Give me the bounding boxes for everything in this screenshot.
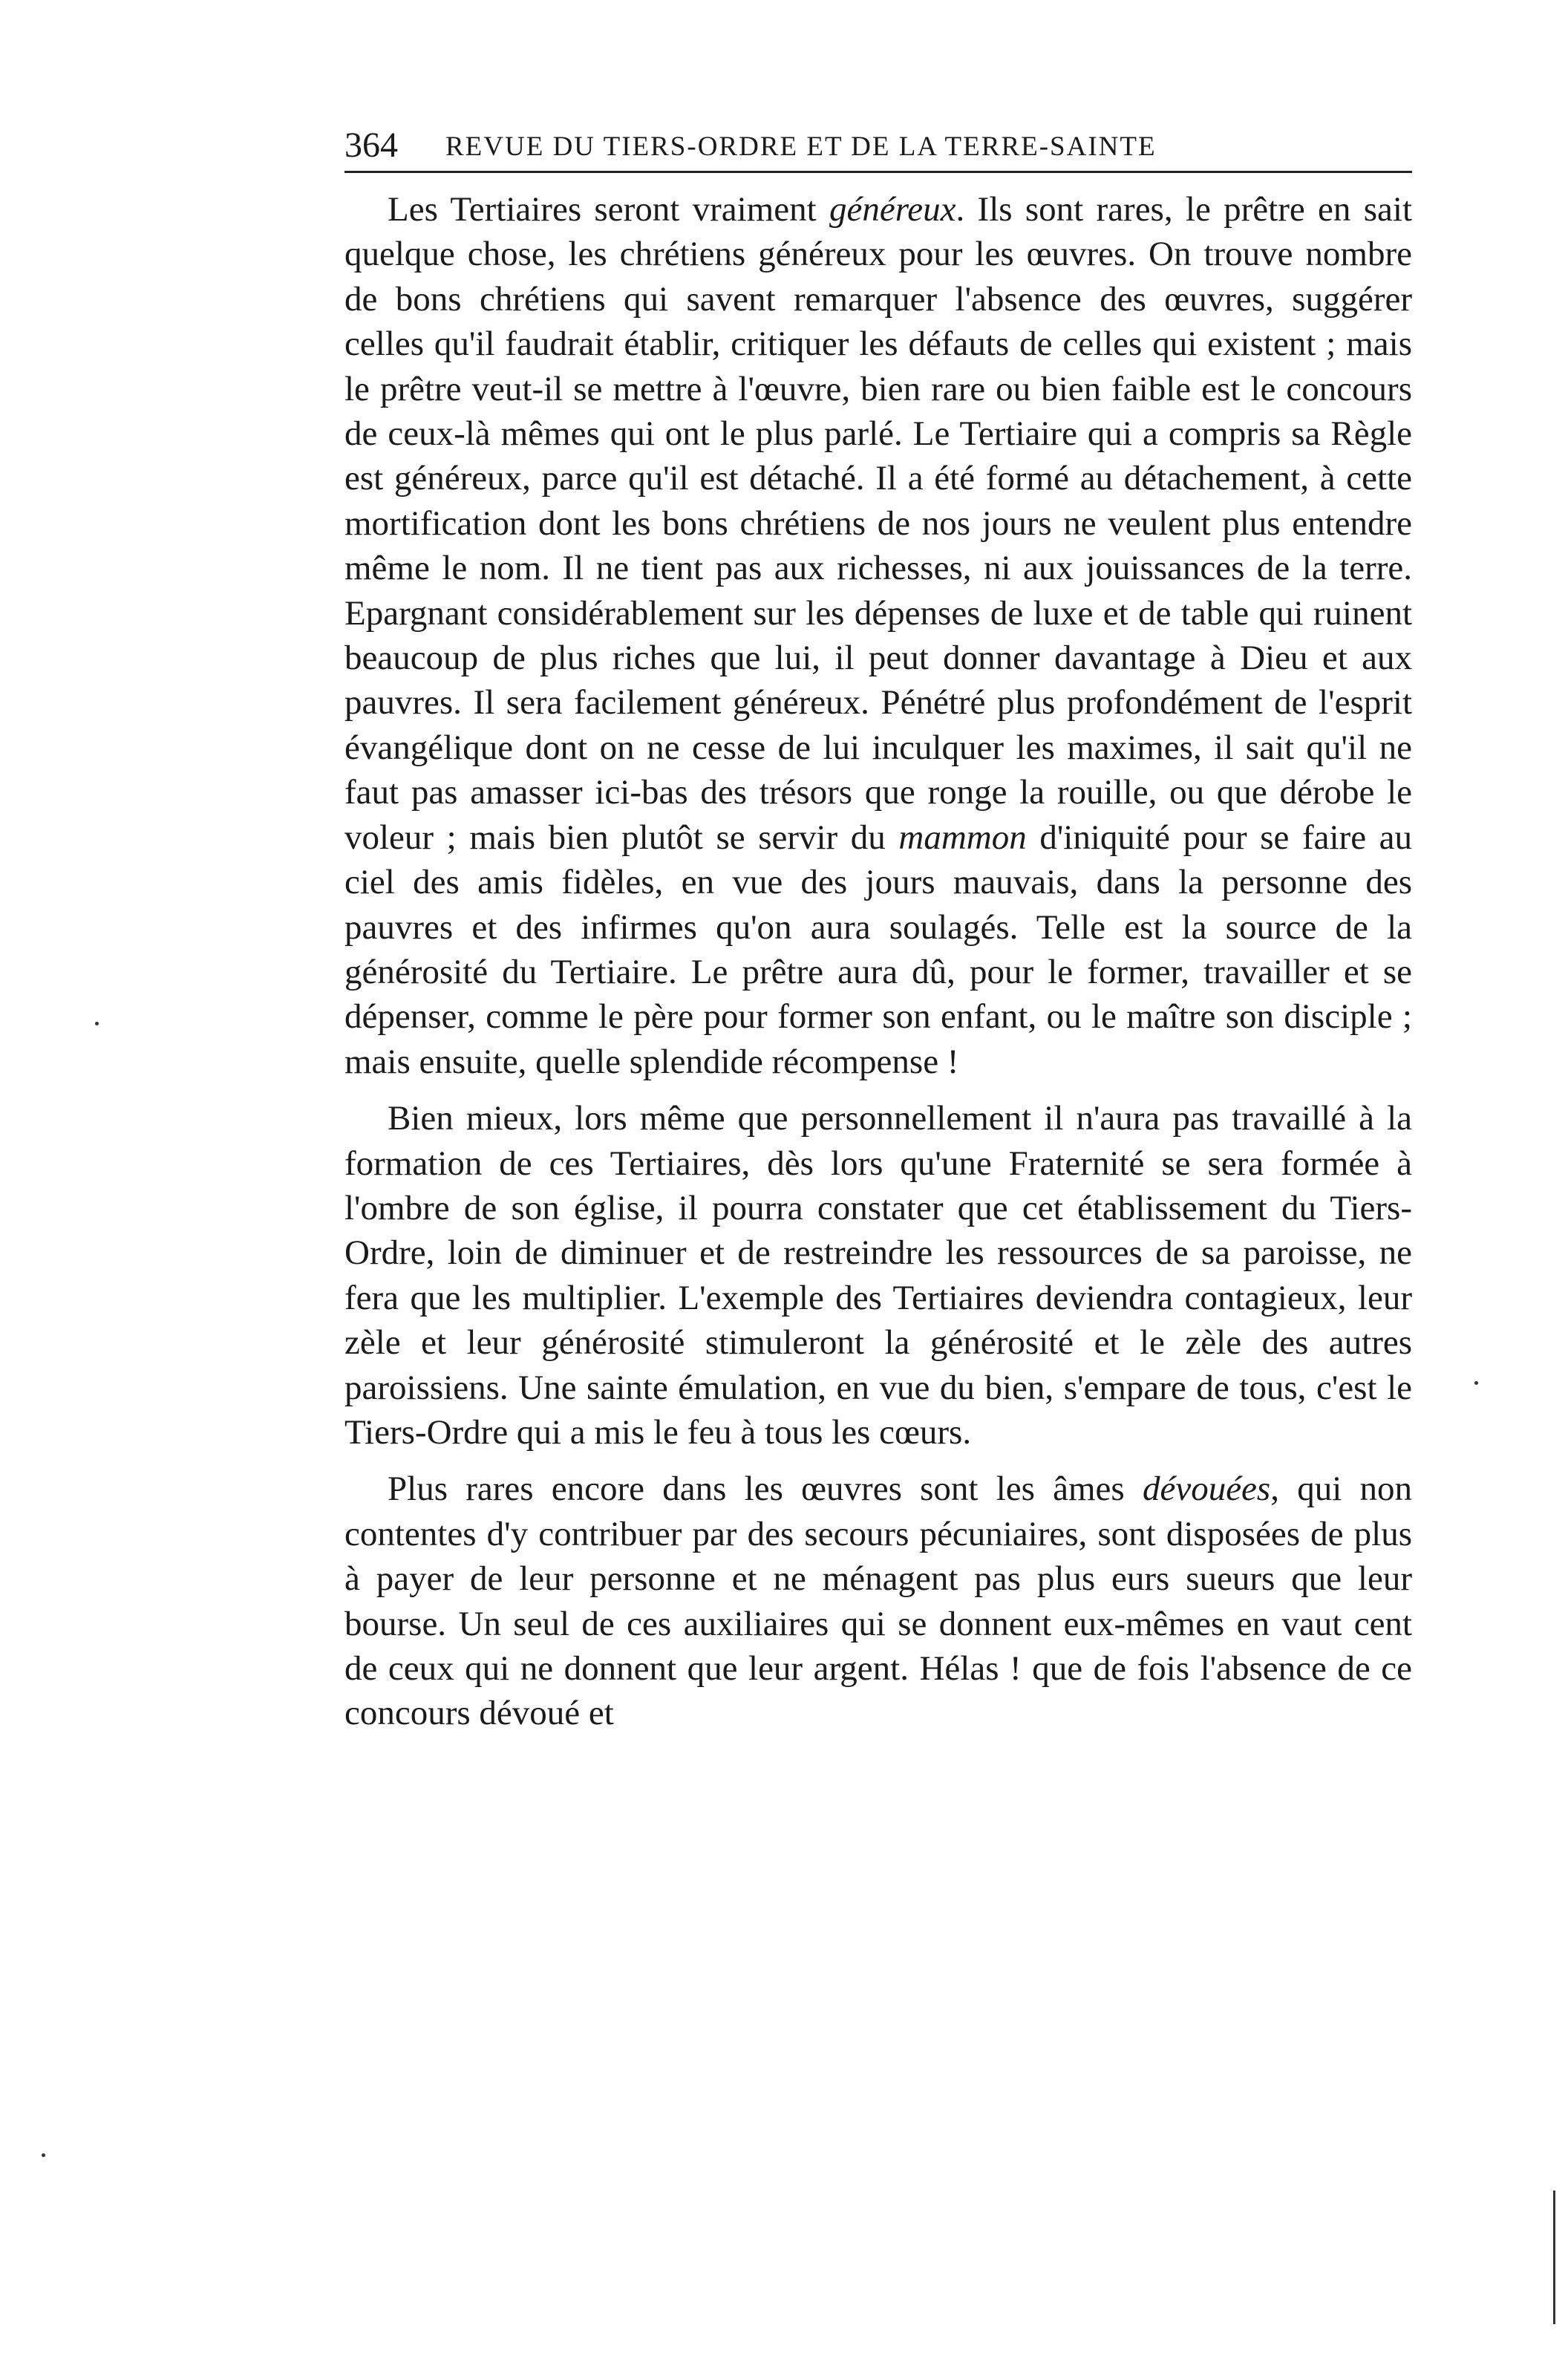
paragraph-3 — [344, 1467, 1412, 1735]
scan-speck — [95, 1022, 99, 1025]
running-title: REVUE DU TIERS-ORDRE ET DE LA TERRE-SAINTE — [445, 131, 1157, 162]
running-head — [344, 111, 1412, 163]
paragraph-2 — [344, 1096, 1412, 1455]
header-rule — [344, 171, 1412, 173]
text-span: , qui non contentes d'y contribuer par des secours pécuniaires, sont disposées de plus à payer de leur personne et ne ménagent pas plus eurs sueurs que leur bourse. Un seul de ces auxiliaires qui se donnent eux-mêmes en vaut cent de ceux qui ne donnent que leur argent. Hélas ! que de fois l'absence de ce concours dévoué et — [344, 1469, 1412, 1733]
text-span: Les Tertiaires seront vraiment — [388, 190, 829, 229]
body-text — [344, 187, 1412, 1736]
italic-word-mammon: mammon — [898, 818, 1027, 857]
scan-edge-mark — [1553, 2191, 1555, 2324]
italic-word-devouees: dévouées — [1142, 1469, 1271, 1509]
scan-speck — [1474, 1381, 1478, 1385]
text-span: Bien mieux, lors même que personnellement il n'aura pas travaillé à la formation de ces Tertiaires, dès lors qu'une Fraternité se sera formée à l'ombre de son église, il pourra constater que cet établissement du Tiers-Ordre, loin de diminuer et de restreindre les ressources de sa paroisse, ne fera que les multiplier. L'exemple des Tertiaires deviendra contagieux, leur zèle et leur générosité stimuleront la générosité et le zèle des autres paroissiens. Une sainte émulation, en vue du bien, s'empare de tous, c'est le Tiers-Ordre qui a mis le feu à tous les cœurs. — [344, 1099, 1412, 1452]
paragraph-1 — [344, 187, 1412, 1084]
italic-word-genereux: généreux — [829, 190, 956, 229]
page-number: 364 — [344, 125, 398, 165]
text-span: Plus rares encore dans les œuvres sont les âmes — [388, 1469, 1143, 1509]
text-span: d'iniquité pour se faire au ciel des amis fidèles, en vue des jours mauvais, dans la personne des pauvres et des infirmes qu'on aura soulagés. Telle est la source de la générosité du Tertiaire. Le prêtre aura dû, pour le former, travailler et se dépenser, comme le père pour former son enfant, ou le maître son disciple ; mais ensuite, quelle splendide récompense ! — [344, 818, 1413, 1081]
text-span: . Ils sont rares, le prêtre en sait quelque chose, les chrétiens généreux pour les œuvres. On trouve nombre de bons chrétiens qui savent remarquer l'absence des œuvres, suggérer celles qu'il faudrait établir, critiquer les défauts de celles qui existent ; mais le prêtre veut-il se mettre à l'œuvre, bien rare ou bien faible est le concours de ceux-là mêmes qui ont le plus parlé. Le Tertiaire qui a compris sa Règle est généreux, parce qu'il est détaché. Il a été formé au détachement, à cette mortification dont les bons chrétiens de nos jours ne veulent plus entendre même le nom. Il ne tient pas aux richesses, ni aux jouissances de la terre. Epargnant considérablement sur les dépenses de luxe et de table qui ruinent beaucoup de plus riches que lui, il peut donner davantage à Dieu et aux pauvres. Il sera facilement généreux. Pénétré plus profondément de l'esprit évangélique dont on ne cesse de lui inculquer les maximes, il sait qu'il ne faut pas amasser ici-bas des trésors que ronge la rouille, ou que dérobe le voleur ; mais bien plutôt se servir du — [344, 190, 1413, 857]
scan-speck — [42, 2153, 45, 2157]
